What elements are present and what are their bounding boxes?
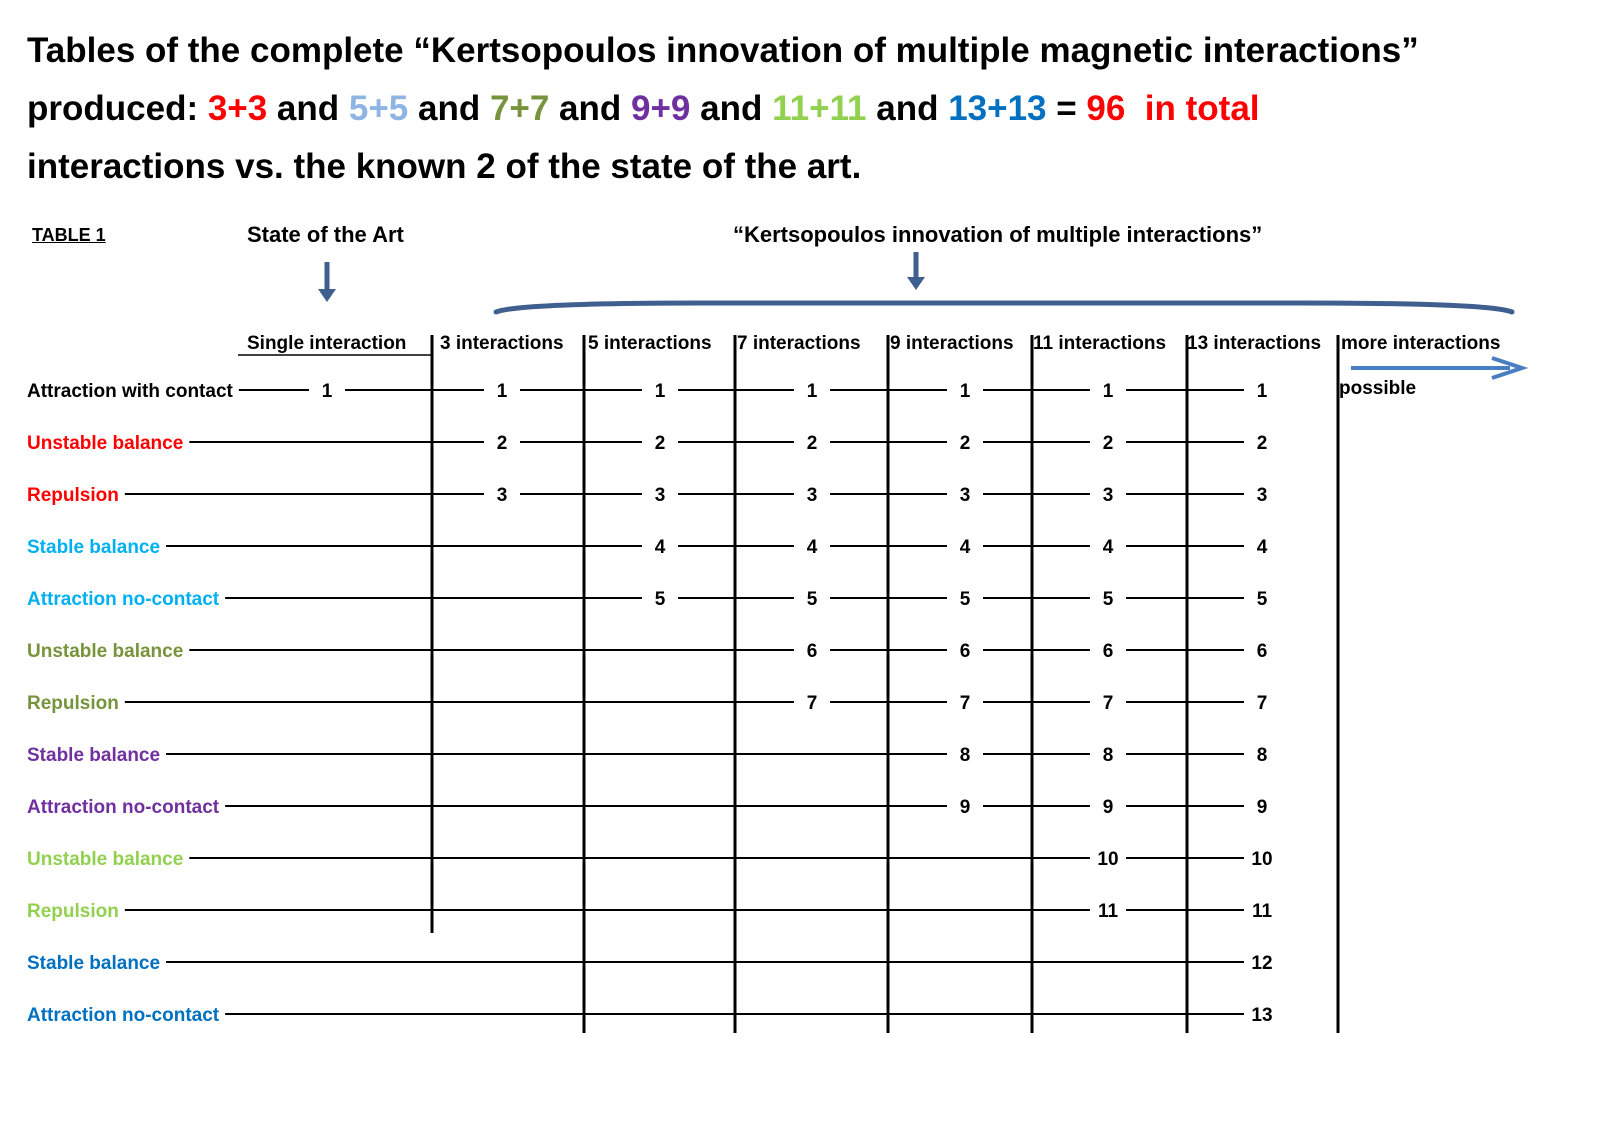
row-label-8: Attraction no-contact (27, 797, 220, 818)
cell-1-4: 2 (959, 433, 971, 454)
row-label-2: Repulsion (27, 485, 119, 506)
cell-8-6: 9 (1256, 797, 1268, 818)
row-label-12: Attraction no-contact (27, 1005, 220, 1026)
heading-part-6: 9+9 (631, 89, 691, 128)
heading-line-3: interactions vs. the known 2 of the state of the art. (27, 147, 862, 186)
row-label-3: Stable balance (27, 537, 161, 558)
column-header-2: 5 interactions (588, 333, 712, 354)
state-of-art-arrow-head (318, 289, 336, 302)
heading-part-11: = (1046, 89, 1087, 128)
cell-5-5: 6 (1102, 641, 1114, 662)
heading-part-1: and (267, 89, 349, 128)
cell-6-6: 7 (1256, 693, 1268, 714)
cell-0-6: 1 (1256, 381, 1268, 402)
cell-6-5: 7 (1102, 693, 1114, 714)
row-label-9: Unstable balance (27, 849, 184, 870)
cell-4-5: 5 (1102, 589, 1114, 610)
heading-part-4: 7+7 (489, 89, 550, 128)
heading-part-8: 11+11 (772, 89, 867, 128)
cell-2-5: 3 (1102, 485, 1114, 506)
row-label-5: Unstable balance (27, 641, 184, 662)
heading-part-10: 13+13 (948, 89, 1047, 128)
cell-9-5: 10 (1097, 849, 1119, 870)
column-header-1: 3 interactions (440, 333, 564, 354)
cell-0-1: 1 (496, 381, 508, 402)
cell-4-6: 5 (1256, 589, 1268, 610)
cell-3-2: 4 (654, 537, 666, 558)
cell-10-5: 11 (1097, 901, 1119, 922)
heading-part-9: and (866, 89, 949, 128)
column-header-3: 7 interactions (737, 333, 861, 354)
cell-8-4: 9 (959, 797, 971, 818)
cell-2-3: 3 (806, 485, 818, 506)
cell-3-6: 4 (1256, 537, 1268, 558)
heading-part-7: and (690, 89, 773, 128)
heading-line-1: Tables of the complete “Kertsopoulos innovation of multiple magnetic interactions” (27, 31, 1419, 70)
cell-10-6: 11 (1251, 901, 1273, 922)
column-header-0: Single interaction (247, 333, 407, 354)
row-label-6: Repulsion (27, 693, 119, 714)
cell-11-6: 12 (1251, 953, 1273, 974)
heading-part-13: in total (1125, 89, 1260, 128)
cell-2-1: 3 (496, 485, 508, 506)
cell-0-2: 1 (654, 381, 666, 402)
cell-2-4: 3 (959, 485, 971, 506)
innovation-arrow-head (907, 277, 925, 290)
cell-1-6: 2 (1256, 433, 1268, 454)
heading-line-2-prefix: produced: (27, 89, 208, 128)
heading-part-5: and (549, 89, 632, 128)
cell-9-6: 10 (1251, 849, 1273, 870)
cell-7-4: 8 (959, 745, 971, 766)
cell-0-4: 1 (959, 381, 971, 402)
row-label-11: Stable balance (27, 953, 161, 974)
cell-5-6: 6 (1256, 641, 1268, 662)
cell-2-2: 3 (654, 485, 666, 506)
cell-7-5: 8 (1102, 745, 1114, 766)
cell-12-6: 13 (1251, 1005, 1273, 1026)
heading-part-2: 5+5 (348, 89, 409, 128)
row-label-0: Attraction with contact (27, 381, 233, 402)
heading-part-3: and (408, 89, 490, 128)
cell-2-6: 3 (1256, 485, 1268, 506)
column-header-5: 11 interactions (1033, 333, 1167, 354)
cell-0-3: 1 (806, 381, 818, 402)
innovation-label: “Kertsopoulos innovation of multiple interactions” (733, 222, 1263, 247)
cell-4-2: 5 (654, 589, 666, 610)
heading-part-0: 3+3 (207, 89, 268, 128)
innovation-brace (496, 303, 1512, 312)
table-label: TABLE 1 (32, 225, 106, 245)
cell-1-3: 2 (806, 433, 818, 454)
cell-3-3: 4 (806, 537, 818, 558)
cell-5-3: 6 (806, 641, 818, 662)
column-header-4: 9 interactions (890, 333, 1014, 354)
row-label-10: Repulsion (27, 901, 119, 922)
cell-6-4: 7 (959, 693, 971, 714)
possible-label: possible (1339, 378, 1417, 399)
row-label-7: Stable balance (27, 745, 161, 766)
state-of-art-label: State of the Art (247, 222, 404, 247)
row-label-4: Attraction no-contact (27, 589, 220, 610)
cell-6-3: 7 (806, 693, 818, 714)
cell-3-5: 4 (1102, 537, 1114, 558)
cell-5-4: 6 (959, 641, 971, 662)
cell-1-2: 2 (654, 433, 666, 454)
cell-1-5: 2 (1102, 433, 1114, 454)
heading-part-12: 96 (1086, 89, 1126, 128)
cell-1-1: 2 (496, 433, 508, 454)
cell-7-6: 8 (1256, 745, 1268, 766)
cell-3-4: 4 (959, 537, 971, 558)
cell-4-3: 5 (806, 589, 818, 610)
column-header-7: more interactions (1341, 333, 1501, 354)
row-label-1: Unstable balance (27, 433, 184, 454)
cell-4-4: 5 (959, 589, 971, 610)
cell-0-5: 1 (1102, 381, 1114, 402)
cell-8-5: 9 (1102, 797, 1114, 818)
cell-0-0: 1 (321, 381, 333, 402)
column-header-6: 13 interactions (1187, 333, 1322, 354)
